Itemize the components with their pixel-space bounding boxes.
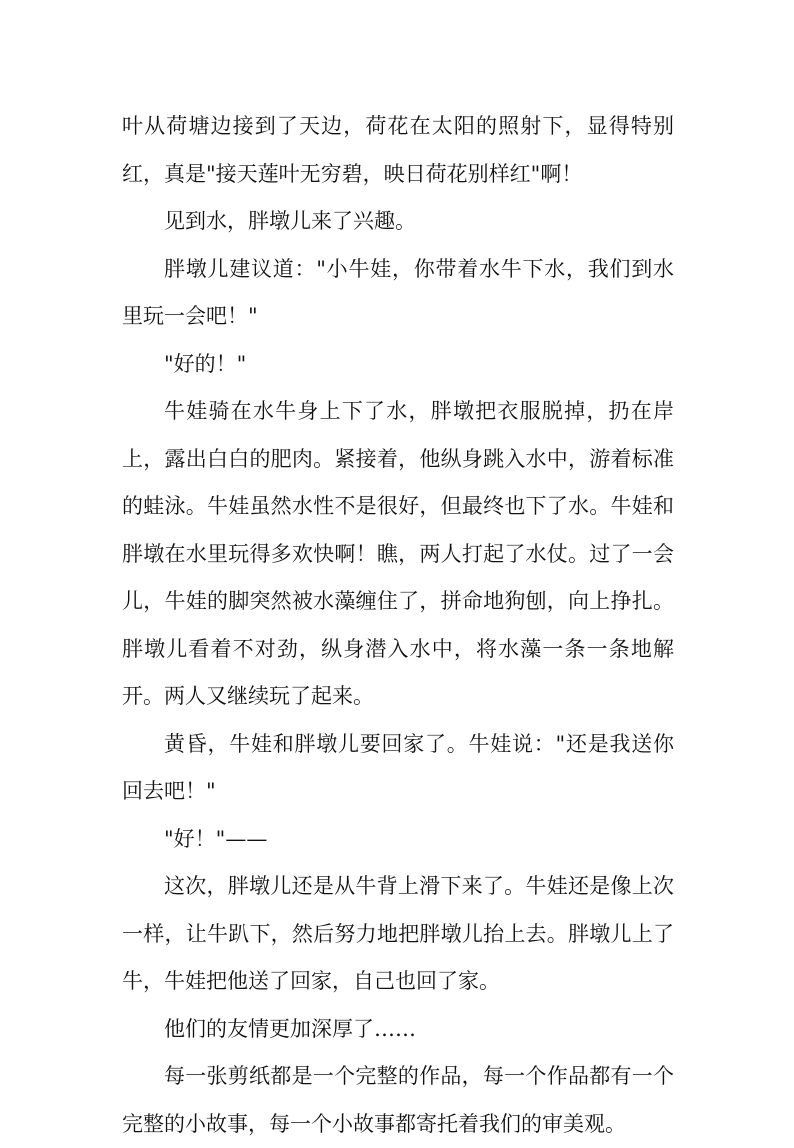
paragraph-8: 这次，胖墩儿还是从牛背上滑下来了。牛娃还是像上次一样，让牛趴下，然后努力地把胖墩儿抬上去。胖墩儿上了牛，牛娃把他送了回家，自己也回了家。 <box>122 874 674 993</box>
paragraph-4: "好的！" <box>164 351 247 376</box>
paragraph-6: 黄昏，牛娃和胖墩儿要回家了。牛娃说："还是我送你回去吧！" <box>122 731 674 803</box>
paragraph-7: "好！"—— <box>164 826 268 851</box>
paragraph-2: 见到水，胖墩儿来了兴趣。 <box>164 209 416 233</box>
paragraph-10: 每一张剪纸都是一个完整的作品，每一个作品都有一个完整的小故事，每一个小故事都寄托着我们的审美观。 <box>122 1064 674 1136</box>
paragraph-5: 牛娃骑在水牛身上下了水，胖墩把衣服脱掉，扔在岸上，露出白白的肥肉。紧接着，他纵身跳入水中，游着标准的蛙泳。牛娃虽然水性不是很好，但最终也下了水。牛娃和胖墩在水里玩得多欢快啊！瞧，两人打起了水仗。过了一会儿，牛娃的脚突然被水藻缠住了，拼命地狗刨，向上挣扎。胖墩儿看着不对劲，纵身潜入水中，将水藻一条一条地解开。两人又继续玩了起来。 <box>122 399 674 708</box>
paragraph-1: 叶从荷塘边接到了天边，荷花在太阳的照射下，显得特别红，真是"接天莲叶无穷碧，映日荷花别样红"啊！ <box>122 114 674 186</box>
story-text <box>122 103 674 1148</box>
paragraph-3: 胖墩儿建议道："小牛娃，你带着水牛下水，我们到水里玩一会吧！" <box>122 256 674 328</box>
paragraph-9: 他们的友情更加深厚了…… <box>164 1016 416 1041</box>
